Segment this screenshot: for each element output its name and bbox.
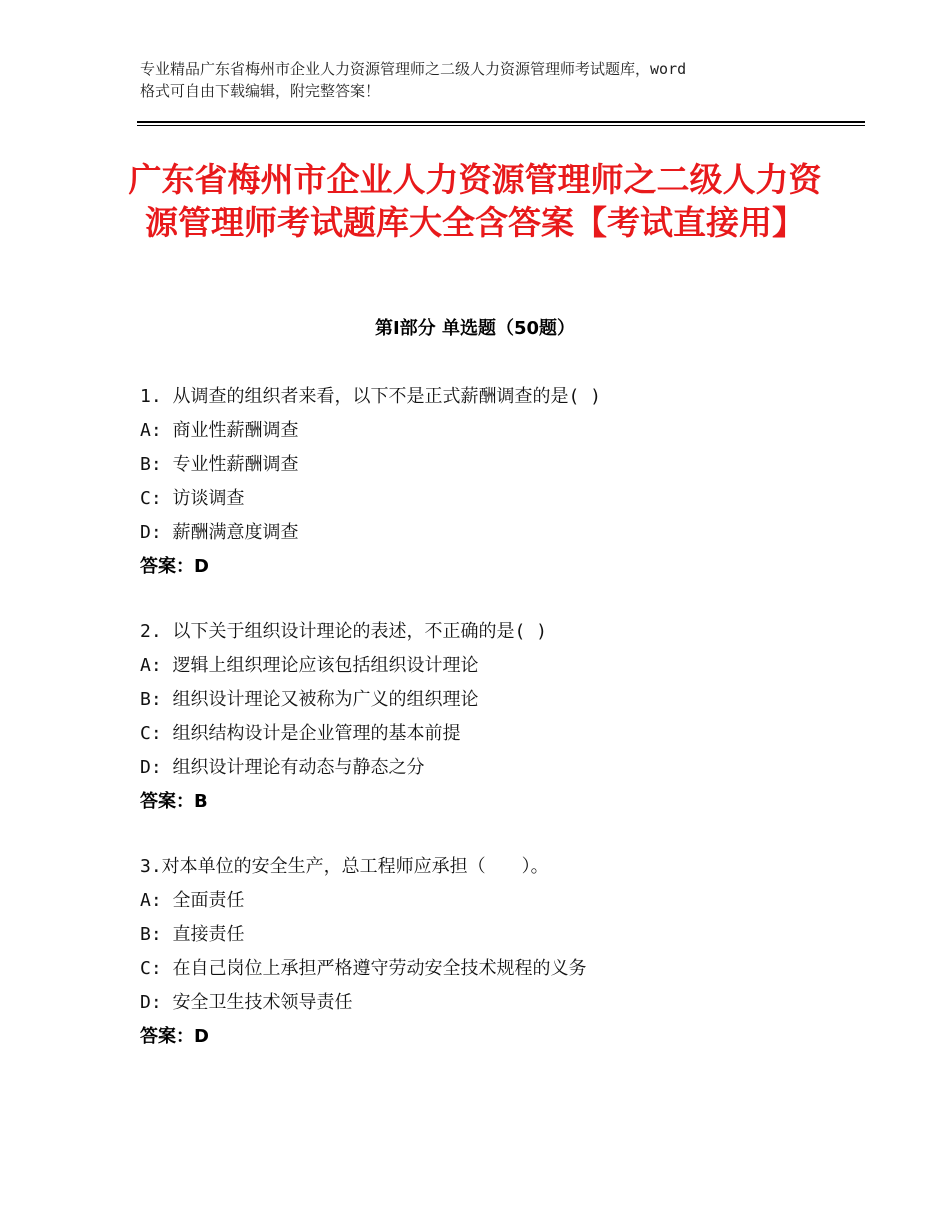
option-a: A: 全面责任 [140, 890, 245, 911]
option-c: C: 在自己岗位上承担严格遵守劳动安全技术规程的义务 [140, 958, 587, 979]
question-stem: 3.对本单位的安全生产，总工程师应承担（ ）。 [140, 856, 549, 877]
document-title: 广东省梅州市企业人力资源管理师之二级人力资源管理师考试题库大全含答案【考试直接用】 [128, 160, 822, 242]
answer: 答案：D [140, 1026, 209, 1047]
question-3 [140, 850, 840, 1054]
option-d: D: 薪酬满意度调查 [140, 522, 299, 543]
option-a: A: 逻辑上组织理论应该包括组织设计理论 [140, 655, 479, 676]
header-note-line-2: 格式可自由下载编辑，附完整答案！ [140, 82, 381, 100]
option-c: C: 组织结构设计是企业管理的基本前提 [140, 723, 461, 744]
option-d: D: 安全卫生技术领导责任 [140, 992, 353, 1013]
question-list [140, 380, 840, 1085]
option-b: B: 组织设计理论又被称为广义的组织理论 [140, 689, 479, 710]
answer: 答案：D [140, 556, 209, 577]
question-stem: 1. 从调查的组织者来看，以下不是正式薪酬调查的是( ) [140, 386, 602, 407]
question-2 [140, 615, 840, 819]
option-b: B: 直接责任 [140, 924, 245, 945]
option-a: A: 商业性薪酬调查 [140, 420, 299, 441]
header-note [140, 58, 830, 102]
header-rule-thin [137, 125, 865, 126]
header-note-line-1: 专业精品广东省梅州市企业人力资源管理师之二级人力资源管理师考试题库，word [140, 60, 687, 78]
header-rule-thick [137, 121, 865, 123]
option-b: B: 专业性薪酬调查 [140, 454, 299, 475]
section-title: 第Ⅰ部分 单选题（50题） [374, 318, 575, 339]
question-1 [140, 380, 840, 584]
option-c: C: 访谈调查 [140, 488, 245, 509]
question-stem: 2. 以下关于组织设计理论的表述，不正确的是( ) [140, 621, 548, 642]
answer: 答案：B [140, 791, 208, 812]
option-d: D: 组织设计理论有动态与静态之分 [140, 757, 425, 778]
